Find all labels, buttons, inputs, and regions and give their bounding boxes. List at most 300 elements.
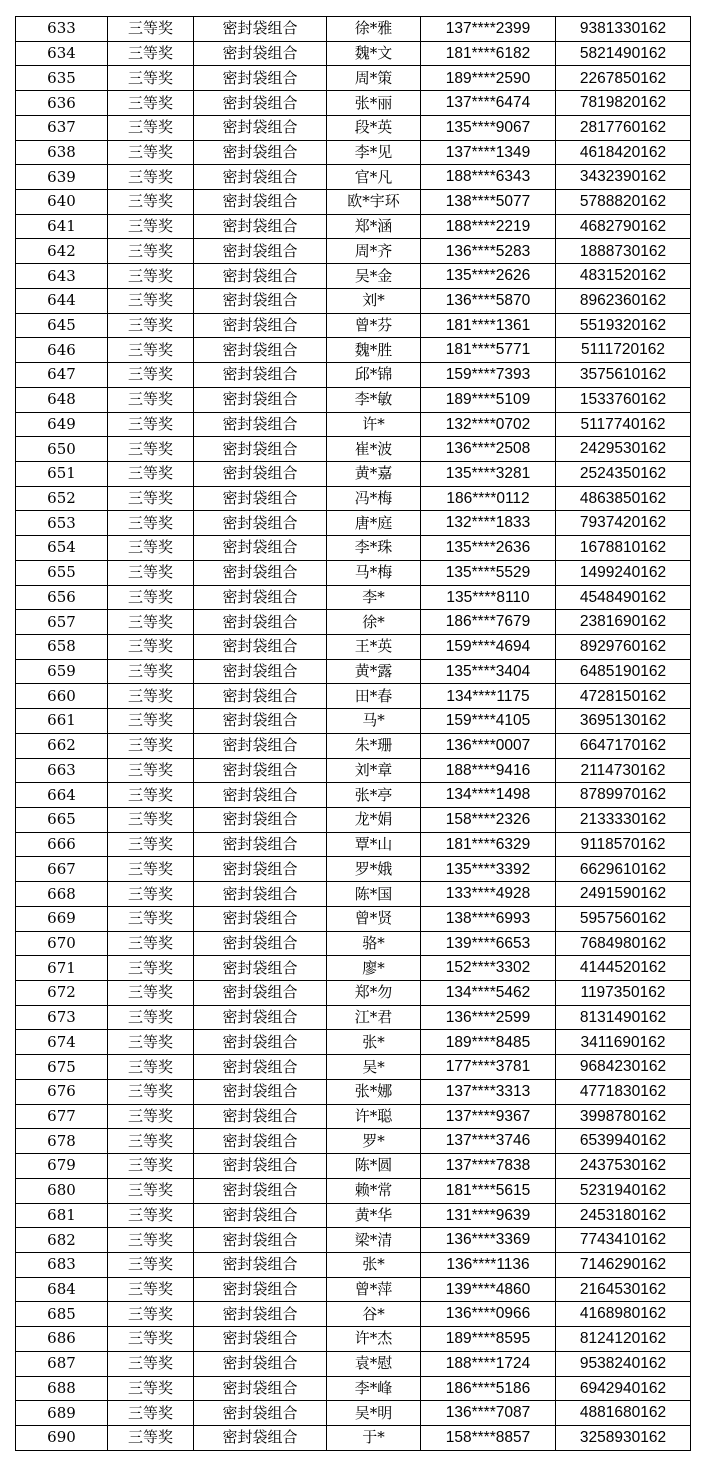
winner-phone-cell: 135****8110: [421, 585, 556, 610]
winner-phone-cell: 186****0112: [421, 486, 556, 511]
prize-item-cell: 密封袋组合: [194, 1055, 327, 1080]
prize-item-cell: 密封袋组合: [194, 536, 327, 561]
winner-phone-cell: 135****3404: [421, 659, 556, 684]
table-row: [16, 66, 691, 91]
prize-item-cell: 密封袋组合: [194, 190, 327, 215]
prize-item-cell: 密封袋组合: [194, 387, 327, 412]
order-code-cell: 8124120162: [556, 1327, 691, 1352]
order-code-cell: 5957560162: [556, 906, 691, 931]
order-code-cell: 5788820162: [556, 190, 691, 215]
winner-phone-cell: 135****2626: [421, 264, 556, 289]
winner-phone-cell: 135****3392: [421, 857, 556, 882]
prize-level-cell: 三等奖: [108, 190, 194, 215]
winner-phone-cell: 186****5186: [421, 1376, 556, 1401]
winner-phone-cell: 137****1349: [421, 140, 556, 165]
entry-number-cell: 644: [16, 288, 108, 313]
entry-number-cell: 654: [16, 536, 108, 561]
entry-number-cell: 667: [16, 857, 108, 882]
table-row: [16, 808, 691, 833]
winner-phone-cell: 136****3369: [421, 1228, 556, 1253]
order-code-cell: 4144520162: [556, 956, 691, 981]
prize-item-cell: 密封袋组合: [194, 437, 327, 462]
order-code-cell: 2164530162: [556, 1277, 691, 1302]
winner-name-cell: 欧*宇环: [327, 190, 421, 215]
table-row: [16, 585, 691, 610]
prize-item-cell: 密封袋组合: [194, 165, 327, 190]
order-code-cell: 2133330162: [556, 808, 691, 833]
table-row: [16, 882, 691, 907]
entry-number-cell: 688: [16, 1376, 108, 1401]
table-row: [16, 1154, 691, 1179]
table-row: [16, 758, 691, 783]
order-code-cell: 8962360162: [556, 288, 691, 313]
winners-table: [15, 16, 691, 1451]
winner-phone-cell: 136****7087: [421, 1401, 556, 1426]
entry-number-cell: 685: [16, 1302, 108, 1327]
entry-number-cell: 684: [16, 1277, 108, 1302]
prize-item-cell: 密封袋组合: [194, 1079, 327, 1104]
prize-item-cell: 密封袋组合: [194, 857, 327, 882]
winner-name-cell: 许*: [327, 412, 421, 437]
table-row: [16, 1327, 691, 1352]
winner-name-cell: 朱*珊: [327, 733, 421, 758]
prize-level-cell: 三等奖: [108, 461, 194, 486]
table-row: [16, 981, 691, 1006]
entry-number-cell: 668: [16, 882, 108, 907]
table-row: [16, 931, 691, 956]
prize-item-cell: 密封袋组合: [194, 1327, 327, 1352]
entry-number-cell: 669: [16, 906, 108, 931]
winner-phone-cell: 135****9067: [421, 115, 556, 140]
entry-number-cell: 677: [16, 1104, 108, 1129]
order-code-cell: 4831520162: [556, 264, 691, 289]
prize-item-cell: 密封袋组合: [194, 91, 327, 116]
winner-name-cell: 段*英: [327, 115, 421, 140]
winner-phone-cell: 159****4105: [421, 709, 556, 734]
order-code-cell: 7819820162: [556, 91, 691, 116]
winner-name-cell: 李*: [327, 585, 421, 610]
winner-phone-cell: 159****4694: [421, 634, 556, 659]
order-code-cell: 7937420162: [556, 511, 691, 536]
winner-phone-cell: 138****6993: [421, 906, 556, 931]
table-row: [16, 190, 691, 215]
prize-level-cell: 三等奖: [108, 437, 194, 462]
prize-item-cell: 密封袋组合: [194, 634, 327, 659]
entry-number-cell: 651: [16, 461, 108, 486]
winner-name-cell: 陈*圆: [327, 1154, 421, 1179]
prize-level-cell: 三等奖: [108, 808, 194, 833]
prize-level-cell: 三等奖: [108, 585, 194, 610]
table-row: [16, 1252, 691, 1277]
table-row: [16, 511, 691, 536]
table-row: [16, 1401, 691, 1426]
prize-item-cell: 密封袋组合: [194, 1252, 327, 1277]
prize-level-cell: 三等奖: [108, 536, 194, 561]
order-code-cell: 9538240162: [556, 1351, 691, 1376]
winner-name-cell: 曾*萍: [327, 1277, 421, 1302]
table-row: [16, 461, 691, 486]
winner-phone-cell: 139****4860: [421, 1277, 556, 1302]
prize-item-cell: 密封袋组合: [194, 882, 327, 907]
winner-phone-cell: 135****3281: [421, 461, 556, 486]
order-code-cell: 5231940162: [556, 1178, 691, 1203]
prize-level-cell: 三等奖: [108, 783, 194, 808]
entry-number-cell: 645: [16, 313, 108, 338]
table-row: [16, 41, 691, 66]
prize-item-cell: 密封袋组合: [194, 906, 327, 931]
prize-level-cell: 三等奖: [108, 288, 194, 313]
winners-table-body: [16, 17, 691, 1451]
winner-name-cell: 吴*明: [327, 1401, 421, 1426]
winner-name-cell: 袁*慰: [327, 1351, 421, 1376]
winner-phone-cell: 158****2326: [421, 808, 556, 833]
winner-name-cell: 唐*庭: [327, 511, 421, 536]
order-code-cell: 6629610162: [556, 857, 691, 882]
prize-item-cell: 密封袋组合: [194, 1277, 327, 1302]
table-row: [16, 1055, 691, 1080]
prize-item-cell: 密封袋组合: [194, 17, 327, 42]
entry-number-cell: 650: [16, 437, 108, 462]
table-row: [16, 857, 691, 882]
winner-phone-cell: 152****3302: [421, 956, 556, 981]
winner-name-cell: 魏*文: [327, 41, 421, 66]
prize-item-cell: 密封袋组合: [194, 1104, 327, 1129]
prize-item-cell: 密封袋组合: [194, 981, 327, 1006]
order-code-cell: 6485190162: [556, 659, 691, 684]
entry-number-cell: 663: [16, 758, 108, 783]
order-code-cell: 3575610162: [556, 363, 691, 388]
table-row: [16, 1104, 691, 1129]
entry-number-cell: 665: [16, 808, 108, 833]
entry-number-cell: 671: [16, 956, 108, 981]
order-code-cell: 9381330162: [556, 17, 691, 42]
prize-item-cell: 密封袋组合: [194, 1425, 327, 1450]
winner-name-cell: 李*见: [327, 140, 421, 165]
prize-level-cell: 三等奖: [108, 115, 194, 140]
winner-phone-cell: 137****3746: [421, 1129, 556, 1154]
prize-level-cell: 三等奖: [108, 1203, 194, 1228]
prize-level-cell: 三等奖: [108, 610, 194, 635]
prize-level-cell: 三等奖: [108, 1351, 194, 1376]
order-code-cell: 2429530162: [556, 437, 691, 462]
table-row: [16, 363, 691, 388]
prize-level-cell: 三等奖: [108, 1154, 194, 1179]
table-row: [16, 412, 691, 437]
prize-level-cell: 三等奖: [108, 239, 194, 264]
winner-name-cell: 江*君: [327, 1005, 421, 1030]
winner-phone-cell: 131****9639: [421, 1203, 556, 1228]
table-row: [16, 1203, 691, 1228]
entry-number-cell: 637: [16, 115, 108, 140]
entry-number-cell: 646: [16, 338, 108, 363]
prize-item-cell: 密封袋组合: [194, 1302, 327, 1327]
winner-name-cell: 陈*国: [327, 882, 421, 907]
winner-name-cell: 曾*贤: [327, 906, 421, 931]
entry-number-cell: 658: [16, 634, 108, 659]
table-row: [16, 659, 691, 684]
table-row: [16, 486, 691, 511]
prize-level-cell: 三等奖: [108, 906, 194, 931]
entry-number-cell: 682: [16, 1228, 108, 1253]
prize-item-cell: 密封袋组合: [194, 956, 327, 981]
prize-item-cell: 密封袋组合: [194, 412, 327, 437]
prize-item-cell: 密封袋组合: [194, 758, 327, 783]
entry-number-cell: 653: [16, 511, 108, 536]
table-row: [16, 709, 691, 734]
winner-phone-cell: 181****5771: [421, 338, 556, 363]
order-code-cell: 9684230162: [556, 1055, 691, 1080]
order-code-cell: 4771830162: [556, 1079, 691, 1104]
prize-item-cell: 密封袋组合: [194, 659, 327, 684]
prize-level-cell: 三等奖: [108, 1302, 194, 1327]
prize-level-cell: 三等奖: [108, 832, 194, 857]
winner-name-cell: 周*齐: [327, 239, 421, 264]
entry-number-cell: 680: [16, 1178, 108, 1203]
winner-phone-cell: 135****2636: [421, 536, 556, 561]
prize-item-cell: 密封袋组合: [194, 783, 327, 808]
table-row: [16, 313, 691, 338]
winner-phone-cell: 159****7393: [421, 363, 556, 388]
prize-level-cell: 三等奖: [108, 511, 194, 536]
entry-number-cell: 661: [16, 709, 108, 734]
prize-item-cell: 密封袋组合: [194, 684, 327, 709]
order-code-cell: 2381690162: [556, 610, 691, 635]
order-code-cell: 3411690162: [556, 1030, 691, 1055]
winner-name-cell: 赖*常: [327, 1178, 421, 1203]
winner-name-cell: 冯*梅: [327, 486, 421, 511]
winner-name-cell: 崔*波: [327, 437, 421, 462]
prize-level-cell: 三等奖: [108, 1327, 194, 1352]
order-code-cell: 6539940162: [556, 1129, 691, 1154]
winner-phone-cell: 136****2599: [421, 1005, 556, 1030]
order-code-cell: 1197350162: [556, 981, 691, 1006]
prize-level-cell: 三等奖: [108, 684, 194, 709]
table-row: [16, 560, 691, 585]
table-row: [16, 17, 691, 42]
winner-name-cell: 罗*: [327, 1129, 421, 1154]
order-code-cell: 8131490162: [556, 1005, 691, 1030]
winner-name-cell: 徐*雅: [327, 17, 421, 42]
winner-name-cell: 谷*: [327, 1302, 421, 1327]
table-row: [16, 115, 691, 140]
winner-name-cell: 曾*芬: [327, 313, 421, 338]
prize-level-cell: 三等奖: [108, 709, 194, 734]
order-code-cell: 6942940162: [556, 1376, 691, 1401]
winner-name-cell: 龙*娟: [327, 808, 421, 833]
entry-number-cell: 660: [16, 684, 108, 709]
order-code-cell: 6647170162: [556, 733, 691, 758]
prize-item-cell: 密封袋组合: [194, 214, 327, 239]
table-row: [16, 1178, 691, 1203]
prize-level-cell: 三等奖: [108, 560, 194, 585]
prize-item-cell: 密封袋组合: [194, 733, 327, 758]
table-row: [16, 437, 691, 462]
entry-number-cell: 674: [16, 1030, 108, 1055]
prize-level-cell: 三等奖: [108, 758, 194, 783]
winner-name-cell: 黄*嘉: [327, 461, 421, 486]
winner-phone-cell: 186****7679: [421, 610, 556, 635]
prize-item-cell: 密封袋组合: [194, 66, 327, 91]
winner-name-cell: 骆*: [327, 931, 421, 956]
prize-item-cell: 密封袋组合: [194, 239, 327, 264]
order-code-cell: 8789970162: [556, 783, 691, 808]
order-code-cell: 2267850162: [556, 66, 691, 91]
winner-name-cell: 张*: [327, 1030, 421, 1055]
prize-item-cell: 密封袋组合: [194, 115, 327, 140]
entry-number-cell: 659: [16, 659, 108, 684]
winner-phone-cell: 138****5077: [421, 190, 556, 215]
winner-phone-cell: 189****2590: [421, 66, 556, 91]
winner-name-cell: 许*杰: [327, 1327, 421, 1352]
prize-item-cell: 密封袋组合: [194, 486, 327, 511]
entry-number-cell: 655: [16, 560, 108, 585]
prize-item-cell: 密封袋组合: [194, 140, 327, 165]
winner-name-cell: 李*敏: [327, 387, 421, 412]
table-row: [16, 634, 691, 659]
winner-phone-cell: 135****5529: [421, 560, 556, 585]
winner-name-cell: 张*丽: [327, 91, 421, 116]
order-code-cell: 4548490162: [556, 585, 691, 610]
order-code-cell: 5111720162: [556, 338, 691, 363]
table-row: [16, 956, 691, 981]
winner-name-cell: 刘*章: [327, 758, 421, 783]
winner-name-cell: 李*峰: [327, 1376, 421, 1401]
winner-phone-cell: 136****1136: [421, 1252, 556, 1277]
prize-item-cell: 密封袋组合: [194, 1005, 327, 1030]
prize-item-cell: 密封袋组合: [194, 363, 327, 388]
winner-phone-cell: 137****7838: [421, 1154, 556, 1179]
prize-level-cell: 三等奖: [108, 1005, 194, 1030]
winner-phone-cell: 139****6653: [421, 931, 556, 956]
winner-phone-cell: 132****0702: [421, 412, 556, 437]
entry-number-cell: 657: [16, 610, 108, 635]
order-code-cell: 1888730162: [556, 239, 691, 264]
prize-level-cell: 三等奖: [108, 66, 194, 91]
entry-number-cell: 633: [16, 17, 108, 42]
winner-phone-cell: 188****2219: [421, 214, 556, 239]
prize-item-cell: 密封袋组合: [194, 1203, 327, 1228]
prize-level-cell: 三等奖: [108, 882, 194, 907]
winner-phone-cell: 136****2508: [421, 437, 556, 462]
prize-item-cell: 密封袋组合: [194, 338, 327, 363]
order-code-cell: 7743410162: [556, 1228, 691, 1253]
table-row: [16, 1228, 691, 1253]
prize-level-cell: 三等奖: [108, 1401, 194, 1426]
entry-number-cell: 634: [16, 41, 108, 66]
entry-number-cell: 686: [16, 1327, 108, 1352]
entry-number-cell: 643: [16, 264, 108, 289]
prize-item-cell: 密封袋组合: [194, 1154, 327, 1179]
winner-name-cell: 于*: [327, 1425, 421, 1450]
order-code-cell: 3695130162: [556, 709, 691, 734]
table-row: [16, 783, 691, 808]
order-code-cell: 5821490162: [556, 41, 691, 66]
prize-level-cell: 三等奖: [108, 1104, 194, 1129]
table-row: [16, 140, 691, 165]
winner-name-cell: 郑*勿: [327, 981, 421, 1006]
entry-number-cell: 649: [16, 412, 108, 437]
entry-number-cell: 664: [16, 783, 108, 808]
order-code-cell: 4618420162: [556, 140, 691, 165]
entry-number-cell: 672: [16, 981, 108, 1006]
winner-name-cell: 刘*: [327, 288, 421, 313]
prize-level-cell: 三等奖: [108, 1055, 194, 1080]
table-row: [16, 288, 691, 313]
winner-name-cell: 田*春: [327, 684, 421, 709]
prize-level-cell: 三等奖: [108, 214, 194, 239]
table-row: [16, 165, 691, 190]
entry-number-cell: 683: [16, 1252, 108, 1277]
winner-phone-cell: 177****3781: [421, 1055, 556, 1080]
prize-item-cell: 密封袋组合: [194, 1376, 327, 1401]
prize-item-cell: 密封袋组合: [194, 1129, 327, 1154]
entry-number-cell: 662: [16, 733, 108, 758]
prize-level-cell: 三等奖: [108, 140, 194, 165]
table-row: [16, 733, 691, 758]
prize-level-cell: 三等奖: [108, 91, 194, 116]
table-row: [16, 91, 691, 116]
winner-phone-cell: 137****9367: [421, 1104, 556, 1129]
winner-phone-cell: 136****0966: [421, 1302, 556, 1327]
prize-item-cell: 密封袋组合: [194, 560, 327, 585]
entry-number-cell: 656: [16, 585, 108, 610]
prize-item-cell: 密封袋组合: [194, 1351, 327, 1376]
entry-number-cell: 640: [16, 190, 108, 215]
prize-item-cell: 密封袋组合: [194, 1178, 327, 1203]
entry-number-cell: 670: [16, 931, 108, 956]
entry-number-cell: 676: [16, 1079, 108, 1104]
order-code-cell: 2453180162: [556, 1203, 691, 1228]
prize-item-cell: 密封袋组合: [194, 832, 327, 857]
winner-phone-cell: 188****9416: [421, 758, 556, 783]
winner-name-cell: 黄*华: [327, 1203, 421, 1228]
winner-phone-cell: 136****5870: [421, 288, 556, 313]
table-row: [16, 239, 691, 264]
table-row: [16, 387, 691, 412]
winner-name-cell: 梁*清: [327, 1228, 421, 1253]
order-code-cell: 9118570162: [556, 832, 691, 857]
order-code-cell: 3258930162: [556, 1425, 691, 1450]
prize-item-cell: 密封袋组合: [194, 585, 327, 610]
entry-number-cell: 642: [16, 239, 108, 264]
prize-item-cell: 密封袋组合: [194, 288, 327, 313]
prize-level-cell: 三等奖: [108, 387, 194, 412]
order-code-cell: 1678810162: [556, 536, 691, 561]
order-code-cell: 3998780162: [556, 1104, 691, 1129]
winner-name-cell: 张*娜: [327, 1079, 421, 1104]
order-code-cell: 4863850162: [556, 486, 691, 511]
prize-level-cell: 三等奖: [108, 363, 194, 388]
order-code-cell: 4168980162: [556, 1302, 691, 1327]
winner-phone-cell: 137****2399: [421, 17, 556, 42]
winner-name-cell: 徐*: [327, 610, 421, 635]
order-code-cell: 2491590162: [556, 882, 691, 907]
prize-level-cell: 三等奖: [108, 1228, 194, 1253]
entry-number-cell: 673: [16, 1005, 108, 1030]
prize-item-cell: 密封袋组合: [194, 1228, 327, 1253]
entry-number-cell: 666: [16, 832, 108, 857]
order-code-cell: 2524350162: [556, 461, 691, 486]
winner-phone-cell: 136****5283: [421, 239, 556, 264]
winner-name-cell: 张*亭: [327, 783, 421, 808]
winner-name-cell: 周*策: [327, 66, 421, 91]
order-code-cell: 4682790162: [556, 214, 691, 239]
winner-phone-cell: 189****8485: [421, 1030, 556, 1055]
entry-number-cell: 636: [16, 91, 108, 116]
prize-level-cell: 三等奖: [108, 412, 194, 437]
winner-phone-cell: 134****1175: [421, 684, 556, 709]
entry-number-cell: 690: [16, 1425, 108, 1450]
